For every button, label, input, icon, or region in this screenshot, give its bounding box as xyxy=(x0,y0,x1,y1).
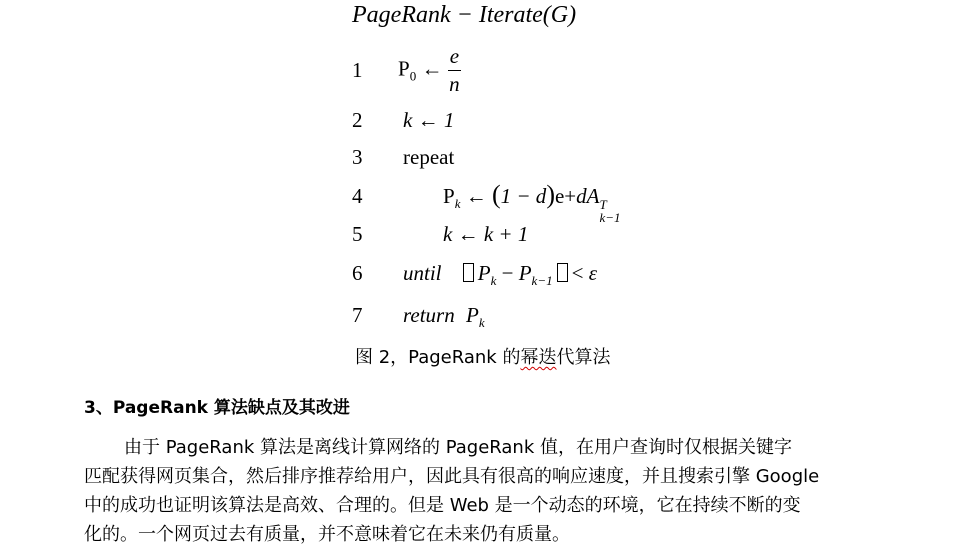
paragraph-line: 中的成功也证明该算法是高效、合理的。但是 Web 是一个动态的环境，它在持续不断的变 xyxy=(84,495,801,516)
minus: − xyxy=(501,261,514,285)
var-p: P xyxy=(443,184,455,208)
algorithm-line-2: k ← 1 xyxy=(403,108,455,132)
subscript: k xyxy=(478,315,485,331)
subscript: k xyxy=(454,196,461,212)
subscript: k−1 xyxy=(599,210,621,225)
var-p: P xyxy=(518,261,532,285)
paragraph-line: 匹配获得网页集合，然后排序推荐给用户，因此具有很高的响应速度，并且搜索引擎 Google xyxy=(84,466,820,487)
body-paragraph xyxy=(84,433,914,549)
subscript: 0 xyxy=(409,68,417,84)
fraction-denominator: n xyxy=(449,72,460,96)
line-number: 1 xyxy=(352,58,363,82)
norm-close-glyph xyxy=(557,263,568,282)
algorithm-line-5: k ← k + 1 xyxy=(443,222,529,246)
subscript: k−1 xyxy=(531,273,553,289)
line-number: 5 xyxy=(352,222,363,246)
paren-open: ( xyxy=(491,180,501,209)
line-number: 4 xyxy=(352,184,363,208)
var-d: d xyxy=(576,184,587,208)
algorithm-line-6 xyxy=(403,261,597,289)
var-p: P xyxy=(398,56,410,81)
line-number: 2 xyxy=(352,108,363,132)
var-a: A xyxy=(586,184,600,208)
line-number: 7 xyxy=(352,303,363,327)
algorithm-line-1 xyxy=(398,46,461,95)
algorithm-line-4 xyxy=(443,180,621,224)
until-keyword: until xyxy=(403,261,442,285)
epsilon: ε xyxy=(588,261,597,285)
paragraph-line: 由于 PageRank 算法是离线计算网络的 PageRank 值，在用户查询时仅根据关键字 xyxy=(124,437,792,458)
return-keyword: return xyxy=(403,303,455,327)
norm-open-glyph xyxy=(463,263,474,282)
paren-close: ) xyxy=(546,180,555,209)
subscript: k xyxy=(490,273,497,289)
arrow: ← xyxy=(421,56,443,81)
algorithm-title: PageRank − Iterate(G) xyxy=(352,2,577,28)
one-minus-d: 1 − d xyxy=(500,184,547,208)
var-p: P xyxy=(465,303,479,327)
section-heading: 3、PageRank 算法缺点及其改进 xyxy=(84,398,350,418)
figure-caption xyxy=(355,343,610,369)
algorithm-line-3: repeat xyxy=(403,145,455,169)
algorithm-line-7 xyxy=(403,303,485,331)
e-plus: e+ xyxy=(554,184,577,208)
fraction xyxy=(448,46,461,95)
caption-prefix: 图 2，PageRank 的 xyxy=(355,347,521,368)
line-number: 3 xyxy=(352,145,363,169)
arrow: ← xyxy=(465,184,487,208)
fraction-numerator: e xyxy=(448,46,461,71)
less-than: < xyxy=(571,261,584,285)
caption-spellcheck-word: 幂迭 xyxy=(520,347,557,368)
caption-suffix: 代算法 xyxy=(556,347,611,368)
paragraph-line: 化的。一个网页过去有质量，并不意味着它在未来仍有质量。 xyxy=(84,524,570,545)
superscript: T xyxy=(599,197,607,212)
line-number: 6 xyxy=(352,261,363,285)
var-p: P xyxy=(477,261,491,285)
